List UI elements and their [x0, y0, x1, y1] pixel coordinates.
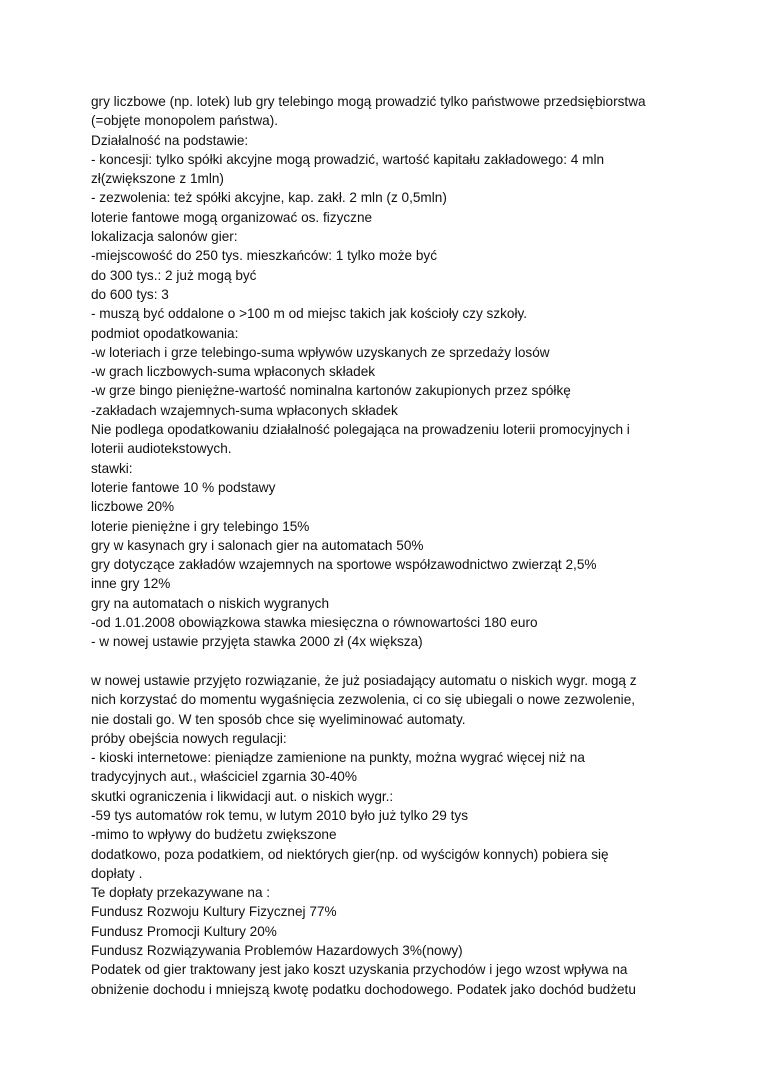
text-line: (=objęte monopolem państwa).	[91, 113, 279, 129]
text-line: liczbowe 20%	[91, 499, 175, 515]
document-text-body	[91, 92, 691, 999]
text-line: Fundusz Promocji Kultury 20%	[91, 923, 277, 939]
text-line: -w grach liczbowych-suma wpłaconych składek	[91, 364, 376, 380]
text-line: loterii audiotekstowych.	[91, 441, 232, 457]
text-line: - zezwolenia: też spółki akcyjne, kap. zakł. 2 mln (z 0,5mln)	[91, 190, 447, 206]
text-line: Fundusz Rozwoju Kultury Fizycznej 77%	[91, 904, 337, 920]
text-line: skutki ograniczenia i likwidacji aut. o niskich wygr.:	[91, 788, 394, 804]
text-line: inne gry 12%	[91, 576, 171, 592]
text-line: podmiot opodatkowania:	[91, 325, 239, 341]
text-line: próby obejścia nowych regulacji:	[91, 730, 287, 746]
text-line: loterie pieniężne i gry telebingo 15%	[91, 518, 310, 534]
text-line: gry dotyczące zakładów wzajemnych na sportowe współzawodnictwo zwierząt 2,5%	[91, 557, 597, 573]
text-line: Działalność na podstawie:	[91, 132, 249, 148]
text-line: - w nowej ustawie przyjęta stawka 2000 zł (4x większa)	[91, 634, 423, 650]
text-line: do 300 tys.: 2 już mogą być	[91, 267, 257, 283]
text-line: -od 1.01.2008 obowiązkowa stawka miesięczna o równowartości 180 euro	[91, 615, 538, 631]
text-line: dopłaty .	[91, 865, 143, 881]
text-line: Nie podlega opodatkowaniu działalność polegająca na prowadzeniu loterii promocyjnych i	[91, 422, 630, 438]
text-line: -w grze bingo pieniężne-wartość nominalna kartonów zakupionych przez spółkę	[91, 383, 571, 399]
text-line: -mimo to wpływy do budżetu zwiększone	[91, 827, 337, 843]
text-line: - muszą być oddalone o >100 m od miejsc takich jak kościoły czy szkoły.	[91, 306, 528, 322]
text-line: obniżenie dochodu i mniejszą kwotę podatku dochodowego. Podatek jako dochód budżetu	[91, 981, 636, 997]
text-line: dodatkowo, poza podatkiem, od niektórych gier(np. od wyścigów konnych) pobiera się	[91, 846, 609, 862]
text-line: stawki:	[91, 460, 133, 476]
text-line: - koncesji: tylko spółki akcyjne mogą prowadzić, wartość kapitału zakładowego: 4 mln	[91, 151, 605, 167]
text-line: zł(zwiększone z 1mln)	[91, 171, 224, 187]
text-line: gry na automatach o niskich wygranych	[91, 595, 330, 611]
text-line: do 600 tys: 3	[91, 286, 169, 302]
text-line: -59 tys automatów rok temu, w lutym 2010 było już tylko 29 tys	[91, 807, 469, 823]
text-line: -zakładach wzajemnych-suma wpłaconych składek	[91, 402, 398, 418]
text-line: Podatek od gier traktowany jest jako koszt uzyskania przychodów i jego wzost wpływa na	[91, 962, 628, 978]
text-line: loterie fantowe mogą organizować os. fizyczne	[91, 209, 373, 225]
text-line: nie dostali go. W ten sposób chce się wyeliminować automaty.	[91, 711, 466, 727]
text-line: gry w kasynach gry i salonach gier na automatach 50%	[91, 537, 424, 553]
text-line: Fundusz Rozwiązywania Problemów Hazardowych 3%(nowy)	[91, 943, 463, 959]
blank-line	[91, 652, 691, 671]
text-line: loterie fantowe 10 % podstawy	[91, 479, 276, 495]
text-line: -miejscowość do 250 tys. mieszkańców: 1 tylko może być	[91, 248, 438, 264]
text-line: -w loteriach i grze telebingo-suma wpływów uzyskanych ze sprzedaży losów	[91, 344, 550, 360]
text-line: - kioski internetowe: pieniądze zamienione na punkty, można wygrać więcej niż na	[91, 750, 585, 766]
text-line: nich korzystać do momentu wygaśnięcia zezwolenia, ci co się ubiegali o nowe zezwolenie,	[91, 692, 636, 708]
text-line: lokalizacja salonów gier:	[91, 229, 238, 245]
text-line: w nowej ustawie przyjęto rozwiązanie, że już posiadający automatu o niskich wygr. mogą z	[91, 672, 637, 688]
text-line: gry liczbowe (np. lotek) lub gry telebingo mogą prowadzić tylko państwowe przedsiębiorstwa	[91, 94, 646, 109]
text-line: tradycyjnych aut., właściciel zgarnia 30-40%	[91, 769, 357, 785]
text-line: Te dopłaty przekazywane na :	[91, 885, 271, 901]
